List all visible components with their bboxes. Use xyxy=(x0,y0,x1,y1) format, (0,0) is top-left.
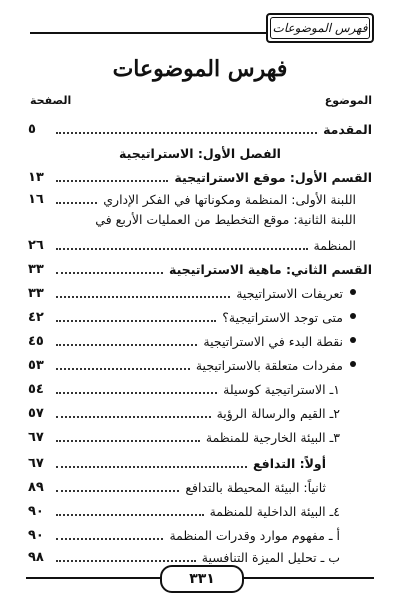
running-title: فهرس الموضوعات xyxy=(266,13,374,43)
toc-entry-wrapped: اللبنة الثانية: موقع التخطيط من العمليات الأربع في xyxy=(95,212,356,227)
toc-entry: أ ـ مفهوم موارد وقدرات المنظمة ٩٠ xyxy=(28,527,340,543)
bullet-icon xyxy=(350,313,356,319)
toc-entry: ٤ـ البيئة الداخلية للمنظمة ٩٠ xyxy=(28,503,340,519)
column-header-page: الصفحة xyxy=(30,94,72,107)
toc-entry: أولاً: التدافع ٦٧ xyxy=(28,455,326,471)
toc-entry: ١ـ الاستراتيجية كوسيلة ٥٤ xyxy=(28,381,340,397)
toc-entry: متى توجد الاستراتيجية؟ ٤٢ xyxy=(28,306,356,328)
toc-entry: القسم الأول: موقع الاستراتيجية ١٣ xyxy=(28,169,372,185)
bullet-icon xyxy=(350,361,356,367)
bullet-icon xyxy=(350,289,356,295)
toc-entry: اللبنة الأولى: المنظمة ومكوناتها في الفكر الإداري ١٦ xyxy=(28,191,356,207)
toc-entry: ٢ـ القيم والرسالة الرؤية ٥٧ xyxy=(28,405,340,421)
toc-entry: ثانياً: البيئة المحيطة بالتدافع ٨٩ xyxy=(28,479,326,495)
toc-entry: ب ـ تحليل الميزة التنافسية ٩٨ xyxy=(28,549,340,565)
toc-entry: القسم الثاني: ماهية الاستراتيجية ٣٣ xyxy=(28,261,372,277)
chapter-heading: الفصل الأول: الاستراتيجية xyxy=(119,146,281,161)
page-title: فهرس الموضوعات xyxy=(112,56,288,82)
toc-entry: مفردات متعلقة بالاستراتيجية ٥٣ xyxy=(28,354,356,376)
toc-entry: تعريفات الاستراتيجية ٣٣ xyxy=(28,282,356,304)
toc-entry: المقدمة ٥ xyxy=(28,121,372,137)
toc-entry: نقطة البدء في الاستراتيجية ٤٥ xyxy=(28,330,356,352)
toc-entry: المنظمة ٢٦ xyxy=(28,237,356,253)
bullet-icon xyxy=(350,337,356,343)
toc-entry: ٣ـ البيئة الخارجية للمنظمة ٦٧ xyxy=(28,429,340,445)
page-number: ٣٣١ xyxy=(160,565,244,593)
column-header-topic: الموضوع xyxy=(324,94,372,107)
